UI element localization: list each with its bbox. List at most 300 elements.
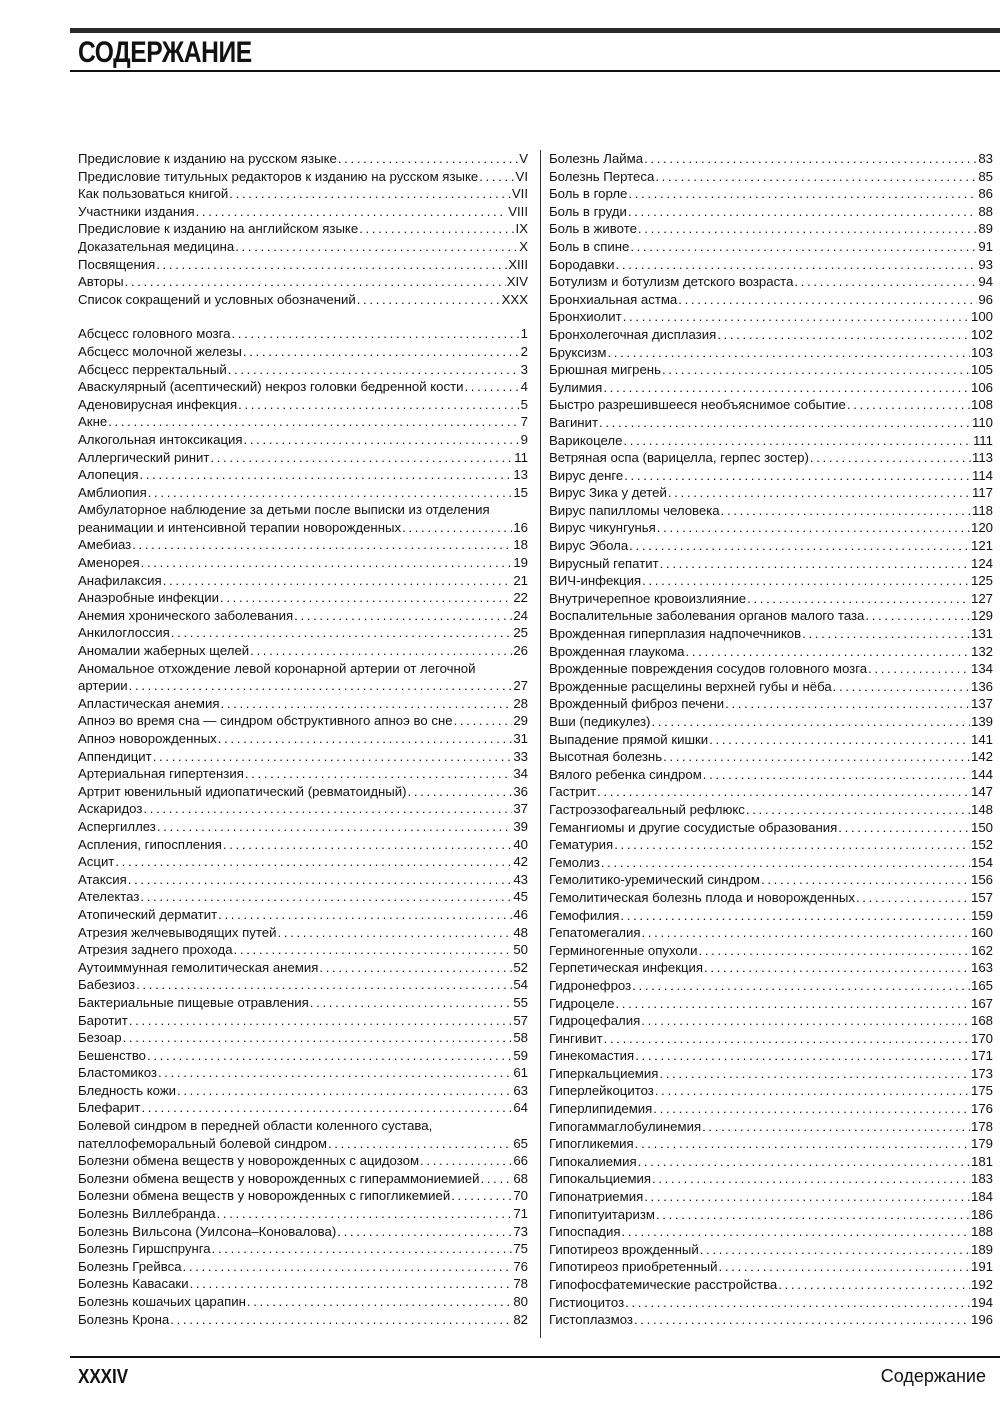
- toc-entry[interactable]: [549, 449, 993, 467]
- toc-entry-title: Апноэ во время сна — синдром обструктивного апноэ во сне: [78, 713, 453, 729]
- toc-entry[interactable]: [78, 484, 528, 502]
- dot-leader: [623, 308, 970, 326]
- dot-leader: [761, 871, 970, 889]
- dot-leader: [310, 994, 513, 1012]
- toc-entry[interactable]: [549, 678, 993, 696]
- dot-leader: [136, 976, 512, 994]
- toc-entry[interactable]: [549, 977, 993, 995]
- toc-entry-title: Бешенство: [78, 1047, 147, 1063]
- toc-entry[interactable]: [549, 1012, 993, 1030]
- page-title: СОДЕРЖАНИЕ: [78, 36, 252, 69]
- toc-entry[interactable]: [78, 871, 528, 889]
- toc-entry[interactable]: [78, 783, 528, 801]
- toc-entry-title: Брюшная мигрень: [549, 362, 661, 378]
- toc-entry-page: 24: [513, 607, 528, 623]
- toc-entry-page: XXX: [501, 291, 528, 307]
- toc-entry-title: Болезнь Крона: [78, 1311, 170, 1327]
- toc-entry-title: Гипотиреоз врожденный: [549, 1241, 699, 1257]
- toc-entry-page: 65: [513, 1135, 528, 1151]
- dot-leader: [221, 695, 513, 713]
- dot-leader: [644, 150, 977, 168]
- toc-entry-page: 13: [513, 467, 528, 483]
- toc-entry[interactable]: [78, 941, 528, 959]
- toc-entry-page: 64: [513, 1100, 528, 1116]
- dot-leader: [464, 378, 519, 396]
- toc-entry[interactable]: [78, 1205, 528, 1223]
- toc-entry[interactable]: [549, 344, 993, 362]
- toc-entry-title: Булимия: [549, 379, 603, 395]
- toc-entry[interactable]: [78, 343, 528, 361]
- toc-entry[interactable]: [78, 238, 528, 256]
- dot-leader: [196, 203, 508, 221]
- toc-entry[interactable]: [549, 643, 993, 661]
- toc-entry[interactable]: [549, 590, 993, 608]
- toc-entry-page: 86: [978, 186, 993, 202]
- toc-entry[interactable]: [549, 396, 993, 414]
- toc-entry[interactable]: [549, 1030, 993, 1048]
- toc-entry[interactable]: [78, 976, 528, 994]
- toc-entry[interactable]: [78, 818, 528, 836]
- toc-entry[interactable]: [78, 1187, 528, 1205]
- toc-entry[interactable]: [549, 256, 993, 274]
- toc-entry-page: 105: [970, 362, 993, 378]
- toc-entry[interactable]: [549, 1258, 993, 1276]
- toc-entry[interactable]: [549, 1153, 993, 1171]
- toc-entry[interactable]: [78, 607, 528, 625]
- toc-entry[interactable]: [549, 1100, 993, 1118]
- toc-entry[interactable]: [549, 484, 993, 502]
- dot-leader: [629, 537, 970, 555]
- toc-entry-title: Бронхолегочная дисплазия: [549, 326, 717, 342]
- running-title: Содержание: [880, 1366, 986, 1386]
- toc-entry-title: Гипокальциемия: [549, 1171, 652, 1187]
- toc-entry-page: 88: [978, 203, 993, 219]
- toc-entry-page: XIV: [506, 274, 528, 290]
- dot-leader: [865, 607, 970, 625]
- toc-entry-title: Бабезиоз: [78, 977, 136, 993]
- toc-entry[interactable]: [549, 1118, 993, 1136]
- toc-entry-title: Герминогенные опухоли: [549, 942, 698, 958]
- toc-entry-page: 188: [970, 1224, 993, 1240]
- toc-entry[interactable]: [78, 256, 528, 274]
- toc-entry-title: Врожденные повреждения сосудов головного мозга: [549, 661, 868, 677]
- toc-entry[interactable]: [78, 572, 528, 590]
- toc-entry[interactable]: [78, 1275, 528, 1293]
- toc-entry[interactable]: [78, 1170, 528, 1188]
- dot-leader: [651, 713, 970, 731]
- toc-entry-page: 1: [520, 326, 528, 342]
- toc-entry-title: Гиперкальциемия: [549, 1065, 659, 1081]
- toc-entry[interactable]: [549, 361, 993, 379]
- toc-entry[interactable]: [78, 1117, 528, 1152]
- toc-entry-title: Вирус денге: [549, 467, 624, 483]
- toc-entry-page: 196: [970, 1312, 993, 1328]
- dot-leader: [129, 677, 513, 695]
- toc-entry[interactable]: [78, 501, 528, 536]
- toc-entry[interactable]: [549, 819, 993, 837]
- toc-entry[interactable]: [549, 150, 993, 168]
- toc-entry-title: Аномалии жаберных щелей: [78, 643, 250, 659]
- toc-entry[interactable]: [78, 695, 528, 713]
- toc-entry-title: Анафилаксия: [78, 572, 162, 588]
- toc-entry[interactable]: [549, 1065, 993, 1083]
- toc-entry[interactable]: [78, 431, 528, 449]
- toc-entry-page: 5: [520, 396, 528, 412]
- toc-entry[interactable]: [78, 1258, 528, 1276]
- toc-entry-page: 22: [513, 590, 528, 606]
- toc-entry-title: ВИЧ-инфекция: [549, 573, 642, 589]
- toc-entry-page: 111: [972, 432, 993, 448]
- toc-entry-title: Амебиаз: [78, 537, 132, 553]
- toc-entry-page: 85: [978, 168, 993, 184]
- dot-leader: [357, 291, 501, 309]
- toc-entry-title: Боль в горле: [549, 186, 628, 202]
- toc-entry[interactable]: [78, 712, 528, 730]
- toc-entry-title: Предисловие к изданию на английском языке: [78, 221, 359, 237]
- toc-entry[interactable]: [549, 555, 993, 573]
- toc-entry[interactable]: [549, 731, 993, 749]
- toc-entry-title: Алопеция: [78, 467, 139, 483]
- toc-entry[interactable]: [549, 1311, 993, 1329]
- dot-leader: [454, 712, 513, 730]
- dot-leader: [247, 1293, 512, 1311]
- toc-entry[interactable]: [549, 907, 993, 925]
- toc-entry-title: Асцит: [78, 854, 115, 870]
- toc-entry-page: 3: [520, 361, 528, 377]
- toc-entry-page: 129: [970, 608, 993, 624]
- toc-entry[interactable]: [549, 168, 993, 186]
- toc-entry-title: Гиперлейкоцитоз: [549, 1083, 654, 1099]
- toc-entry[interactable]: [549, 783, 993, 801]
- toc-entry-title: Врожденные расщелины верхней губы и нёба: [549, 678, 832, 694]
- toc-entry[interactable]: [78, 378, 528, 396]
- toc-entry[interactable]: [78, 1240, 528, 1258]
- toc-entry[interactable]: [549, 942, 993, 960]
- toc-entry-title: Бледность кожи: [78, 1082, 177, 1098]
- toc-entry-title: Аспергиллез: [78, 818, 156, 834]
- toc-entry-title: Анемия хронического заболевания: [78, 607, 294, 623]
- toc-entry[interactable]: [549, 1188, 993, 1206]
- dot-leader: [668, 484, 971, 502]
- toc-entry[interactable]: [549, 238, 993, 256]
- dot-leader: [420, 1152, 512, 1170]
- dot-leader: [481, 1170, 513, 1188]
- toc-entry[interactable]: [549, 467, 993, 485]
- dot-leader: [157, 818, 512, 836]
- toc-entry[interactable]: [549, 273, 993, 291]
- toc-entry[interactable]: [78, 1099, 528, 1117]
- toc-entry[interactable]: [549, 308, 993, 326]
- toc-entry[interactable]: [78, 836, 528, 854]
- dot-leader: [177, 1082, 512, 1100]
- toc-entry-title: Гистоплазмоз: [549, 1312, 633, 1328]
- toc-entry-page: 18: [513, 537, 528, 553]
- dot-leader: [244, 431, 520, 449]
- toc-entry[interactable]: [549, 1170, 993, 1188]
- toc-entry[interactable]: [78, 466, 528, 484]
- toc-entry[interactable]: [549, 326, 993, 344]
- dot-leader: [338, 150, 518, 168]
- toc-entry[interactable]: [78, 1152, 528, 1170]
- dot-leader: [115, 853, 512, 871]
- toc-entry-title-line1: Аномальное отхождение левой коронарной артерии от легочной: [78, 660, 476, 676]
- dot-leader: [704, 959, 970, 977]
- toc-entry-page: 57: [513, 1012, 528, 1028]
- toc-entry[interactable]: [549, 854, 993, 872]
- dot-leader: [721, 502, 971, 520]
- toc-entry[interactable]: [549, 695, 993, 713]
- toc-entry-page: 162: [970, 942, 993, 958]
- toc-entry[interactable]: [78, 1223, 528, 1241]
- toc-entry-page: 15: [513, 484, 528, 500]
- toc-entry[interactable]: [78, 748, 528, 766]
- toc-entry[interactable]: [549, 291, 993, 309]
- toc-entry[interactable]: [78, 765, 528, 783]
- toc-entry-title: Атрезия желчевыводящих путей: [78, 924, 277, 940]
- toc-entry-page: V: [519, 151, 528, 166]
- toc-entry[interactable]: [549, 1047, 993, 1065]
- toc-entry-page: 58: [513, 1030, 528, 1046]
- toc-entry-page: 157: [970, 889, 993, 905]
- toc-entry[interactable]: [78, 959, 528, 977]
- toc-entry[interactable]: [549, 660, 993, 678]
- toc-entry[interactable]: [78, 624, 528, 642]
- toc-entry[interactable]: [549, 995, 993, 1013]
- dot-leader: [123, 1029, 513, 1047]
- toc-entry-title: Безоар: [78, 1030, 122, 1046]
- toc-entry[interactable]: [549, 836, 993, 854]
- toc-entry[interactable]: [78, 1029, 528, 1047]
- toc-entry-page: 76: [513, 1258, 528, 1274]
- toc-entry-page: 29: [513, 713, 528, 729]
- toc-entry-page: 179: [970, 1136, 993, 1152]
- toc-entry-page: 183: [970, 1171, 993, 1187]
- toc-entry-page: 150: [970, 819, 993, 835]
- toc-entry-page: 142: [970, 749, 993, 765]
- toc-entry[interactable]: [78, 1311, 528, 1329]
- dot-leader: [641, 1012, 970, 1030]
- toc-entry-title: Предисловие к изданию на русском языке: [78, 151, 337, 166]
- dot-leader: [624, 467, 971, 485]
- toc-entry-title: Высотная болезнь: [549, 749, 663, 765]
- toc-entry[interactable]: [549, 748, 993, 766]
- toc-entry[interactable]: [78, 203, 528, 221]
- dot-leader: [635, 1047, 970, 1065]
- toc-entry[interactable]: [78, 994, 528, 1012]
- toc-entry[interactable]: [549, 959, 993, 977]
- toc-entry-page: 42: [513, 854, 528, 870]
- toc-entry[interactable]: [78, 906, 528, 924]
- toc-entry[interactable]: [549, 414, 993, 432]
- dot-leader: [599, 414, 971, 432]
- toc-entry-title: Гастроэзофагеальный рефлюкс: [549, 801, 745, 817]
- dot-leader: [328, 1135, 512, 1153]
- toc-entry-page: VII: [511, 186, 528, 202]
- toc-entry[interactable]: [78, 1082, 528, 1100]
- toc-entry-page: 78: [513, 1276, 528, 1292]
- toc-entry[interactable]: [549, 572, 993, 590]
- toc-entry[interactable]: [78, 589, 528, 607]
- toc-entry-page: 176: [970, 1101, 993, 1117]
- dot-leader: [628, 185, 977, 203]
- toc-entry-page: 83: [978, 151, 993, 166]
- toc-entry-page: 46: [513, 906, 528, 922]
- toc-entry[interactable]: [549, 871, 993, 889]
- toc-entry-page: 152: [970, 837, 993, 853]
- toc-entry-page: 94: [978, 274, 993, 290]
- toc-entry-title: Гипокалиемия: [549, 1153, 637, 1169]
- toc-entry[interactable]: [549, 379, 993, 397]
- toc-entry-page: 2: [520, 343, 528, 359]
- toc-entry[interactable]: [549, 519, 993, 537]
- dot-leader: [699, 942, 970, 960]
- toc-entry[interactable]: [78, 536, 528, 554]
- toc-entry-page: 7: [520, 414, 528, 430]
- toc-entry[interactable]: [549, 537, 993, 555]
- dot-leader: [147, 1047, 512, 1065]
- dot-leader: [141, 554, 513, 572]
- toc-entry[interactable]: [549, 1241, 993, 1259]
- dot-leader: [408, 783, 513, 801]
- dot-leader: [746, 801, 970, 819]
- toc-entry[interactable]: [78, 325, 528, 343]
- toc-entry-title: Абсцесс головного мозга: [78, 326, 231, 342]
- toc-entry-page: 25: [513, 625, 528, 641]
- toc-entry-title: Аденовирусная инфекция: [78, 396, 238, 412]
- toc-entry[interactable]: [78, 396, 528, 414]
- toc-entry-page: 192: [970, 1277, 993, 1292]
- dot-leader: [479, 168, 514, 186]
- toc-entry[interactable]: [549, 1294, 993, 1312]
- toc-entry-line2: [78, 677, 528, 695]
- toc-entry-page: 194: [970, 1294, 993, 1310]
- toc-entry-page: 52: [513, 959, 528, 975]
- toc-entry-title: Участники издания: [78, 203, 195, 219]
- toc-entry-page: 9: [520, 431, 528, 447]
- page-number: XXXIV: [78, 1366, 129, 1388]
- toc-entry[interactable]: [549, 203, 993, 221]
- toc-entry[interactable]: [549, 924, 993, 942]
- toc-entry-title: Боль в животе: [549, 221, 637, 237]
- toc-entry[interactable]: [78, 888, 528, 906]
- dot-leader: [655, 1082, 970, 1100]
- toc-entry[interactable]: [78, 730, 528, 748]
- toc-entry[interactable]: [78, 291, 528, 309]
- toc-entry[interactable]: [78, 924, 528, 942]
- toc-entry[interactable]: [549, 607, 993, 625]
- dot-leader: [838, 819, 970, 837]
- toc-entry[interactable]: [549, 766, 993, 784]
- toc-entry-page: 16: [513, 519, 528, 535]
- toc-entry-page: 181: [970, 1153, 993, 1169]
- toc-entry[interactable]: [78, 273, 528, 291]
- toc-entry[interactable]: [78, 449, 528, 467]
- toc-entry[interactable]: [78, 150, 528, 168]
- toc-entry-page: 80: [513, 1294, 528, 1309]
- footer-rule: [70, 1356, 1000, 1358]
- toc-entry[interactable]: [549, 502, 993, 520]
- dot-leader: [250, 642, 512, 660]
- toc-entry[interactable]: [78, 1012, 528, 1030]
- toc-entry-page: 4: [520, 379, 528, 395]
- dot-leader: [778, 1276, 970, 1294]
- top-decorative-bar: [70, 28, 1000, 33]
- dot-leader: [703, 766, 970, 784]
- toc-entry[interactable]: [78, 361, 528, 379]
- toc-entry-title: Аллергический ринит: [78, 449, 210, 465]
- toc-entry[interactable]: [549, 1206, 993, 1224]
- toc-entry-page: 148: [970, 801, 993, 817]
- toc-entry[interactable]: [78, 220, 528, 238]
- toc-entry-title: Апноэ новорожденных: [78, 731, 217, 746]
- toc-entry[interactable]: [549, 713, 993, 731]
- dot-leader: [628, 203, 978, 221]
- toc-entry[interactable]: [78, 1293, 528, 1311]
- toc-entry-title: Гипофосфатемические расстройства: [549, 1277, 778, 1292]
- toc-entry[interactable]: [78, 853, 528, 871]
- dot-leader: [217, 1205, 513, 1223]
- toc-entry-title: Бронхиальная астма: [549, 291, 678, 307]
- toc-entry[interactable]: [549, 1223, 993, 1241]
- toc-entry-title: Авторы: [78, 274, 124, 290]
- dot-leader: [128, 871, 513, 889]
- toc-entry-title: Аспления, гипоспления: [78, 836, 222, 852]
- toc-entry-page: 26: [513, 643, 528, 659]
- toc-entry[interactable]: [549, 432, 993, 450]
- toc-entry[interactable]: [78, 1047, 528, 1065]
- toc-entry[interactable]: [549, 220, 993, 238]
- toc-entry-page: 175: [970, 1083, 993, 1099]
- toc-entry[interactable]: [549, 625, 993, 643]
- toc-entry-page: 91: [978, 238, 993, 254]
- toc-entry-title: Быстро разрешившееся необъяснимое событие: [549, 397, 846, 413]
- dot-leader: [319, 959, 512, 977]
- dot-leader: [607, 344, 970, 362]
- toc-entry[interactable]: [78, 660, 528, 695]
- toc-entry[interactable]: [549, 185, 993, 203]
- toc-entry[interactable]: [78, 1064, 528, 1082]
- toc-entry-page: 132: [970, 643, 993, 659]
- toc-entry-title: реанимации и интенсивной терапии новорожденных: [78, 519, 402, 535]
- toc-entry-title: Как пользоваться книгой: [78, 186, 229, 202]
- toc-entry-page: 108: [970, 397, 993, 413]
- toc-entry-title: Вирус Эбола: [549, 538, 629, 554]
- toc-entry[interactable]: [78, 185, 528, 203]
- toc-entry-title: Гиперлипидемия: [549, 1101, 653, 1117]
- dot-leader: [238, 396, 520, 414]
- toc-entry-page: 73: [513, 1223, 528, 1239]
- toc-entry-title: Гипогликемия: [549, 1136, 634, 1152]
- toc-entry[interactable]: [549, 889, 993, 907]
- toc-entry-title: Бруксизм: [549, 344, 607, 360]
- toc-entry-page: 120: [970, 520, 993, 536]
- toc-entry[interactable]: [78, 413, 528, 431]
- toc-entry[interactable]: [78, 554, 528, 572]
- toc-entry[interactable]: [549, 1276, 993, 1294]
- toc-entry-page: 43: [513, 871, 528, 887]
- toc-entry[interactable]: [549, 801, 993, 819]
- toc-entry-page: 93: [978, 256, 993, 272]
- toc-entry-title: Болезнь Виллебранда: [78, 1206, 216, 1222]
- toc-entry-title: Болезнь Вильсона (Уилсона–Коновалова): [78, 1223, 337, 1239]
- toc-entry[interactable]: [549, 1082, 993, 1100]
- toc-entry[interactable]: [549, 1135, 993, 1153]
- toc-entry[interactable]: [78, 800, 528, 818]
- toc-entry[interactable]: [78, 642, 528, 660]
- toc-entry-page: 45: [513, 889, 528, 905]
- toc-entry-title: Артериальная гипертензия: [78, 766, 244, 782]
- toc-entry[interactable]: [78, 168, 528, 186]
